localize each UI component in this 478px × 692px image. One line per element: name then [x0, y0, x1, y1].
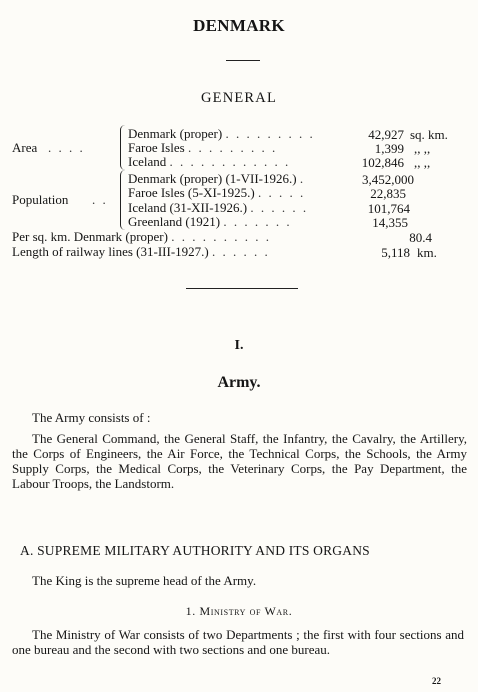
page-title: DENMARK [193, 16, 285, 35]
population-label: Population [12, 192, 69, 207]
population-row: Iceland (31-XII-1926.) . . . . . . [128, 200, 309, 215]
title-rule [226, 60, 260, 61]
population-value: 3,452,000 [362, 172, 414, 187]
page-number: 22 [432, 676, 441, 686]
section-rule [186, 288, 298, 289]
ministry-subheading: 1. Ministry of War. [185, 604, 293, 618]
area-label: Area [12, 140, 38, 155]
area-unit: sq. km. [410, 127, 448, 142]
population-value: 101,764 [367, 201, 410, 216]
population-value: 22,835 [370, 186, 406, 201]
ministry-paragraph: The Ministry of War consists of two Departments ; the first with four sections and one bureau and the second with two sections and one bureau. [12, 627, 464, 657]
railway-unit: km. [417, 245, 437, 260]
per-sq-km-row: Per sq. km. Denmark (proper) . . . . . . . . . . [12, 229, 271, 244]
intro-text: The Army consists of : [32, 410, 151, 425]
army-list-paragraph: The General Command, the General Staff, the Infantry, the Cavalry, the Artillery, the Corps of Engineers, the Air Force, the Technical Corps, the Schools, the Army Supply Corps, the Medical Corps, the Veterinary Corps, the Pay Department, the Labour Troops, the Landstorm. [12, 431, 467, 491]
area-row: Denmark (proper) . . . . . . . . . [128, 126, 315, 141]
population-value: 14,355 [372, 215, 408, 230]
section-number: I. [234, 338, 244, 353]
area-row: Iceland . . . . . . . . . . . . [128, 154, 291, 169]
area-unit: ,, ,, [414, 155, 431, 170]
population-label-dots: . . [92, 192, 108, 207]
general-heading: GENERAL [200, 90, 278, 106]
railway-value: 5,118 [381, 245, 410, 260]
per-sq-km-value: 80.4 [409, 230, 432, 245]
population-row: Denmark (proper) (1-VII-1926.) . [128, 171, 306, 186]
subsection-heading: A. SUPREME MILITARY AUTHORITY AND ITS ORGANS [20, 543, 370, 558]
area-brace [120, 125, 125, 170]
section-title: Army. [217, 374, 261, 391]
area-unit: ,, ,, [414, 141, 431, 156]
area-value: 102,846 [361, 155, 404, 170]
area-label-dots: . . . . [48, 140, 85, 155]
population-row: Faroe Isles (5-XI-1925.) . . . . . [128, 185, 306, 200]
population-brace [120, 170, 125, 230]
population-row: Greenland (1921) . . . . . . . [128, 214, 292, 229]
area-value: 1,399 [374, 141, 404, 156]
king-sentence: The King is the supreme head of the Army. [32, 573, 257, 588]
railway-row: Length of railway lines (31-III-1927.) . . . . . . [12, 244, 270, 259]
area-value: 42,927 [368, 127, 404, 142]
area-row: Faroe Isles . . . . . . . . . [128, 140, 278, 155]
